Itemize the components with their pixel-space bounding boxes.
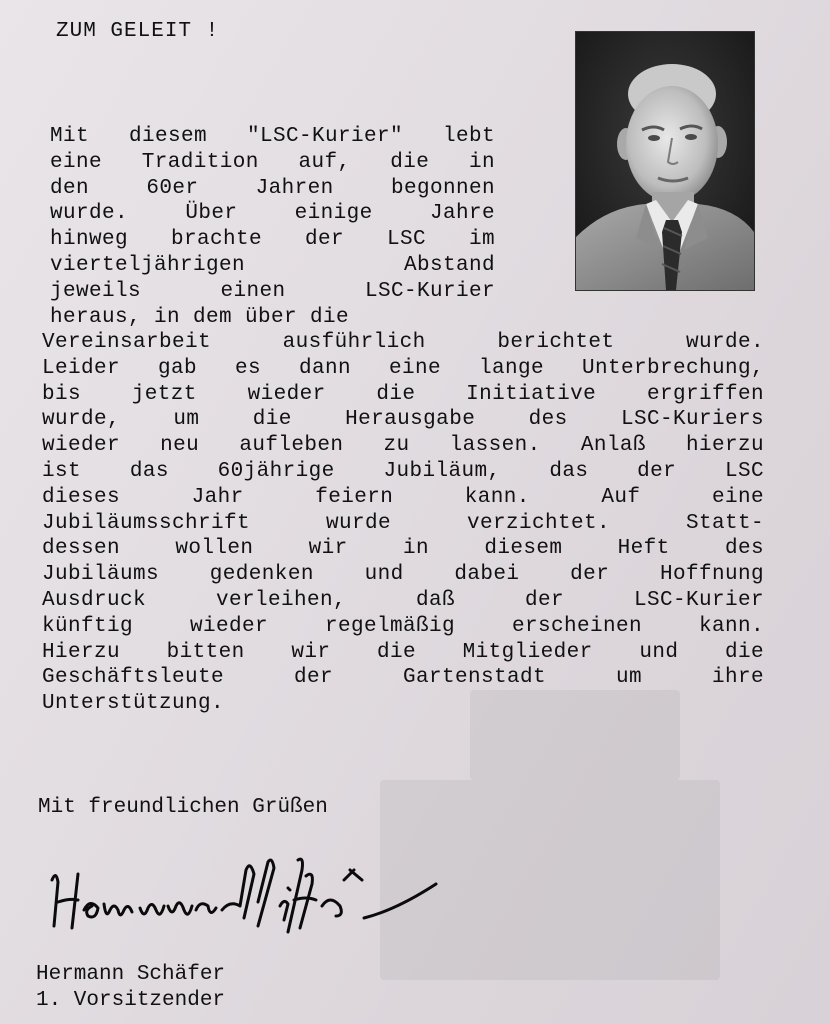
letter-line: heraus, in dem über die <box>50 305 350 329</box>
letter-line: wieder neu aufleben zu lassen. Anlaß hierzu <box>42 434 764 458</box>
letter-line: eine Tradition auf, die in <box>50 150 495 174</box>
letter-line: vierteljährigen Abstand <box>50 253 495 277</box>
letter-line: dessen wollen wir in diesem Heft des <box>42 537 764 561</box>
letter-line: den 60er Jahren begonnen <box>50 176 495 200</box>
letter-line: Unterstützung. <box>42 692 225 716</box>
letter-paragraph-top <box>50 124 495 330</box>
letter-line: Mit diesem "LSC-Kurier" lebt <box>50 125 495 148</box>
handwritten-signature <box>44 840 444 940</box>
letter-line: wurde, um die Herausgabe des LSC-Kuriers <box>42 408 764 432</box>
letter-line: Jubiläumsschrift wurde verzichtet. Statt- <box>42 511 764 535</box>
letter-line: Jubiläums gedenken und dabei der Hoffnung <box>42 563 764 587</box>
letter-line: Geschäftsleute der Gartenstadt um ihre <box>42 666 764 690</box>
letter-line: dieses Jahr feiern kann. Auf eine <box>42 485 764 509</box>
letter-line: ist das 60jährige Jubiläum, das der LSC <box>42 459 764 483</box>
letter-line: jeweils einen LSC-Kurier <box>50 279 495 303</box>
letter-line: Vereinsarbeit ausführlich berichtet wurde. <box>42 331 764 354</box>
letter-line: wurde. Über einige Jahre <box>50 202 495 226</box>
letter-line: künftig wieder regelmäßig erscheinen kann. <box>42 614 764 638</box>
letter-line: Hierzu bitten wir die Mitglieder und die <box>42 640 764 664</box>
letter-line: hinweg brachte der LSC im <box>50 228 495 252</box>
portrait-photo <box>576 32 754 290</box>
signer-name: Hermann Schäfer <box>36 963 226 986</box>
closing-greeting: Mit freundlichen Grüßen <box>38 796 328 819</box>
portrait-image <box>576 32 754 290</box>
signer-block <box>36 962 225 1014</box>
letter-paragraph-main <box>42 330 764 717</box>
letter-line: Leider gab es dann eine lange Unterbrechung, <box>42 356 764 380</box>
signer-title: 1. Vorsitzender <box>36 989 226 1012</box>
letter-line: Ausdruck verleihen, daß der LSC-Kurier <box>42 588 764 612</box>
page-heading: ZUM GELEIT ! <box>56 20 220 43</box>
letter-line: bis jetzt wieder die Initiative ergriffen <box>42 382 764 406</box>
